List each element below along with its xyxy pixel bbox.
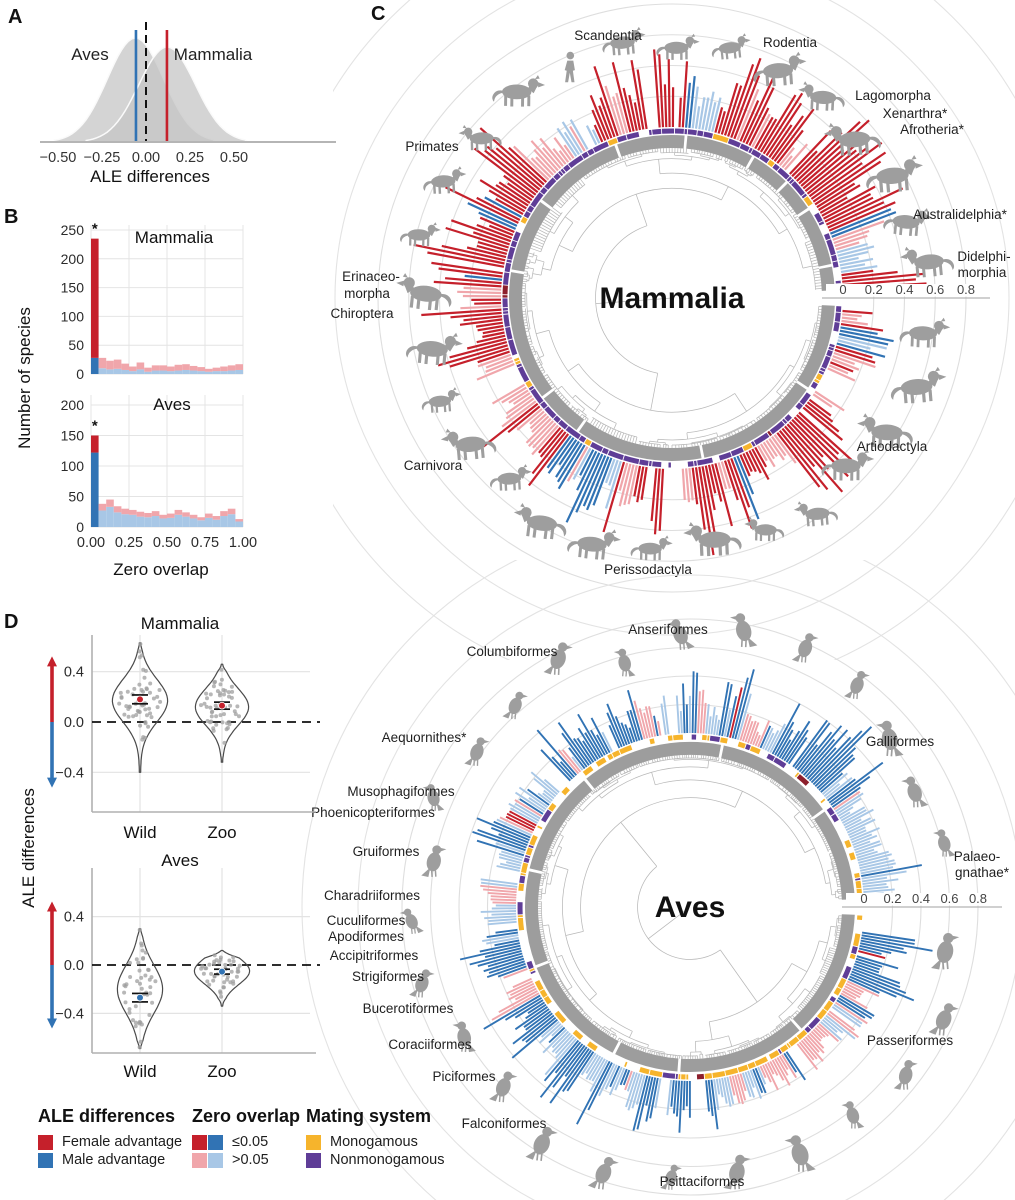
panel-label-d: D [4,611,19,633]
svg-text:Lagomorpha: Lagomorpha [855,88,931,103]
svg-text:200: 200 [60,397,84,413]
svg-text:morpha: morpha [344,286,390,301]
svg-text:0.50: 0.50 [152,535,182,551]
svg-text:Gruiformes: Gruiformes [352,844,420,859]
svg-text:−0.25: −0.25 [83,150,121,166]
svg-text:ALE differences: ALE differences [90,167,210,186]
svg-text:Wild: Wild [123,1062,157,1081]
svg-text:Passeriformes: Passeriformes [866,1033,954,1048]
legend-item-nonsignificant: >0.05 [192,1152,300,1168]
mammal-silhouette-icon [889,366,948,405]
svg-text:Cuculiformes: Cuculiformes [326,913,406,928]
svg-text:−0.50: −0.50 [39,150,77,166]
svg-text:1.00: 1.00 [228,535,258,551]
svg-text:Wild: Wild [123,823,157,842]
svg-text:0.2: 0.2 [864,282,883,297]
legend-title-ale: ALE differences [38,1106,176,1126]
svg-text:Aves: Aves [654,891,726,924]
mammal-silhouette-icon [710,33,752,61]
svg-text:Zoo: Zoo [207,823,237,842]
ns-blue-swatch [208,1153,223,1168]
svg-text:Piciformes: Piciformes [432,1069,496,1084]
svg-text:0.50: 0.50 [219,150,249,166]
svg-text:0.2: 0.2 [883,891,902,906]
bird-silhouette-icon [502,691,528,721]
svg-text:0.00: 0.00 [131,150,161,166]
panel-a-density-plot [10,0,350,195]
svg-text:Erinaceo-: Erinaceo- [342,269,400,284]
svg-text:Perissodactyla: Perissodactyla [604,562,692,577]
nonmonogamous-swatch [306,1153,321,1168]
svg-text:Artiodactyla: Artiodactyla [856,439,928,454]
svg-text:200: 200 [60,250,84,267]
mammal-silhouette-icon [899,242,955,279]
bird-silhouette-icon [928,1002,959,1037]
legend-item-male-advantage: Male advantage [38,1152,182,1168]
svg-text:Didelphi-: Didelphi- [957,249,1011,264]
legend-title-zero-overlap: Zero overlap [192,1106,301,1126]
svg-text:−0.4: −0.4 [55,1006,84,1023]
svg-text:Carnivora: Carnivora [403,458,463,473]
monogamous-swatch [306,1135,321,1150]
svg-text:Musophagiformes: Musophagiformes [347,784,455,799]
phylogeny-mammalia [275,0,1015,695]
svg-text:0.25: 0.25 [175,150,205,166]
svg-text:Australidelphia*: Australidelphia* [913,207,1007,222]
svg-text:Chiroptera: Chiroptera [330,306,394,321]
bird-silhouette-icon [464,737,489,766]
svg-text:0.8: 0.8 [956,282,976,297]
male-advantage-swatch [38,1153,53,1168]
mammal-silhouette-icon [394,272,454,312]
svg-text:0: 0 [76,519,84,535]
bird-silhouette-icon [844,670,870,700]
svg-text:morphia: morphia [957,265,1007,280]
svg-text:0.4: 0.4 [63,909,84,926]
svg-text:Aves: Aves [161,851,199,870]
svg-text:0.0: 0.0 [63,715,84,731]
svg-text:Primates: Primates [405,139,459,154]
svg-text:0.4: 0.4 [911,891,931,906]
ns-red-swatch [192,1153,207,1168]
mammal-silhouette-icon [492,75,545,107]
bird-silhouette-icon [729,613,759,648]
legend-item-female-advantage: Female advantage [38,1134,182,1150]
sig-blue-swatch [208,1135,223,1150]
svg-text:Apodiformes: Apodiformes [328,929,404,944]
bird-silhouette-icon [901,776,928,808]
bird-silhouette-icon [419,845,448,878]
svg-text:Scandentia: Scandentia [574,28,642,43]
svg-text:50: 50 [68,488,84,505]
svg-text:Zoo: Zoo [207,1062,237,1081]
svg-text:Mammalia: Mammalia [140,614,220,633]
svg-text:Bucerotiformes: Bucerotiformes [362,1001,454,1016]
svg-text:Aves: Aves [71,45,109,64]
legend-item-nonmonogamous: Nonmonogamous [306,1152,444,1168]
mammal-silhouette-icon [422,166,467,195]
svg-text:Anseriformes: Anseriformes [628,622,708,637]
legend-ale-differences [38,1106,182,1170]
svg-text:Rodentia: Rodentia [762,35,818,50]
svg-text:0: 0 [860,891,868,906]
bird-silhouette-icon [612,648,638,677]
svg-text:Afrotheria*: Afrotheria* [900,122,964,137]
svg-text:Phoenicopteriformes: Phoenicopteriformes [311,805,435,820]
svg-text:150: 150 [60,279,84,296]
legend-zero-overlap [192,1106,300,1170]
svg-text:0.25: 0.25 [114,535,144,551]
mammal-silhouette-icon [899,316,950,348]
svg-text:Xenarthra*: Xenarthra* [882,106,948,121]
svg-text:Galliformes: Galliformes [865,734,935,749]
mammal-silhouette-icon [656,34,699,60]
female-advantage-swatch [38,1135,53,1150]
svg-text:50: 50 [68,337,84,354]
svg-text:0.75: 0.75 [190,535,220,551]
legend-item-monogamous: Monogamous [306,1134,444,1150]
svg-text:Zero overlap: Zero overlap [113,560,209,579]
svg-text:Strigiformes: Strigiformes [351,969,425,984]
svg-text:Palaeo-: Palaeo- [953,849,1001,864]
svg-text:Psittaciformes: Psittaciformes [659,1174,745,1189]
mammal-silhouette-icon [489,464,533,492]
svg-text:*: * [91,220,98,238]
panel-d-violin-plots [10,608,330,1103]
svg-text:*: * [91,417,98,435]
svg-text:150: 150 [60,427,84,444]
svg-text:0.0: 0.0 [63,958,84,974]
svg-text:Mammalia: Mammalia [134,228,214,247]
svg-text:gnathae*: gnathae* [954,865,1010,880]
svg-text:0.8: 0.8 [968,891,988,906]
svg-text:Falconiformes: Falconiformes [461,1116,547,1131]
panel-b-histograms [10,203,310,598]
svg-text:100: 100 [60,458,84,474]
svg-text:Columbiformes: Columbiformes [466,644,558,659]
sig-red-swatch [192,1135,207,1150]
legend [0,1106,1015,1196]
svg-text:0.4: 0.4 [895,282,914,297]
panel-label-b: B [4,206,19,228]
svg-text:100: 100 [60,308,84,325]
mammal-silhouette-icon [511,502,569,541]
svg-text:Number of species: Number of species [15,307,34,449]
svg-text:Accipitriformes: Accipitriformes [329,948,419,963]
svg-text:0: 0 [839,282,847,297]
svg-text:0.4: 0.4 [63,664,84,681]
svg-text:Mammalia: Mammalia [599,282,745,315]
svg-text:0.00: 0.00 [76,535,106,551]
svg-text:−0.4: −0.4 [55,765,84,782]
svg-text:Coraciiformes: Coraciiformes [388,1037,472,1052]
legend-title-mating-system: Mating system [306,1106,432,1126]
svg-text:Charadriiformes: Charadriiformes [323,888,421,903]
mammal-silhouette-icon [420,387,462,414]
svg-text:Aequornithes*: Aequornithes* [381,730,467,745]
svg-text:ALE differences: ALE differences [19,788,38,908]
svg-text:0.6: 0.6 [926,282,945,297]
mammal-silhouette-icon [566,525,622,562]
mammal-silhouette-icon [400,221,441,247]
phylogeny-aves [302,519,1015,1200]
legend-item-significant: ≤0.05 [192,1134,300,1150]
svg-text:Aves: Aves [153,395,191,414]
panel-label-c: C [371,3,386,25]
svg-text:250: 250 [60,222,84,238]
svg-text:Mammalia: Mammalia [173,45,253,64]
mammal-silhouette-icon [752,51,808,87]
mammal-silhouette-icon [630,535,672,561]
legend-mating-system [306,1106,444,1170]
svg-text:0.6: 0.6 [940,891,959,906]
svg-text:0: 0 [76,366,84,382]
mammal-silhouette-icon [440,424,497,462]
panel-label-a: A [8,6,23,28]
mammal-silhouette-icon [793,498,838,528]
bird-silhouette-icon [928,932,962,970]
